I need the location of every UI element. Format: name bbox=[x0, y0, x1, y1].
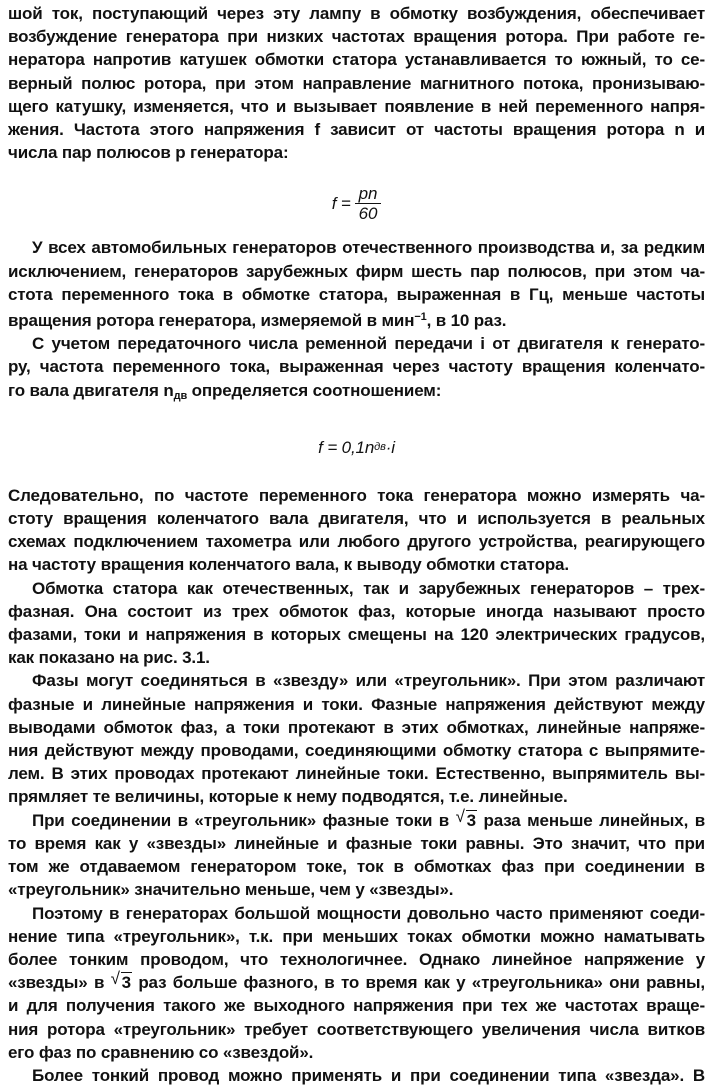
text-line: ния ротора «треугольник» требует соответствующего увеличения числа витков bbox=[8, 1019, 705, 1039]
fraction bbox=[355, 184, 382, 223]
text-line: Обмотка статора как отечественных, так и зарубежных генераторов – трех- bbox=[32, 578, 705, 598]
text-line: верный полюс ротора, при этом направление магнитного потока, пронизываю- bbox=[8, 73, 705, 93]
formula-lhs: f = bbox=[331, 193, 351, 213]
text-line: ния действуют между проводами, соединяющими обмотку статора с выпрямите- bbox=[8, 741, 705, 761]
text-line: «звезды» в √ 3 раз больше фазного, в то время как у «треугольника» они равны, bbox=[8, 971, 705, 994]
formula-lhs: f = 0,1n bbox=[318, 438, 375, 458]
fraction-numerator: pn bbox=[355, 184, 382, 204]
sqrt-symbol: √ 3 bbox=[110, 969, 131, 993]
text-line: его фаз по сравнению со «звездой». bbox=[8, 1042, 314, 1062]
text-line: исключением, генераторов зарубежных фирм шесть пар полюсов, при этом ча- bbox=[8, 261, 705, 281]
text-line: как показано на рис. 3.1. bbox=[8, 648, 210, 668]
text-line: Поэтому в генераторах большой мощности довольно часто применяют соеди- bbox=[32, 903, 705, 923]
superscript: −1 bbox=[414, 311, 427, 324]
sqrt-symbol: √ 3 bbox=[455, 806, 476, 830]
subscript: дв bbox=[173, 389, 188, 402]
text-line: то время как у «звезды» линейные и фазные токи равны. Это значит, что при bbox=[8, 833, 705, 853]
text-line: прямляет те величины, которые к нему подводятся, т.е. линейные. bbox=[8, 787, 568, 807]
text-line: ру, частота переменного тока, выраженная через частоту вращения коленчато- bbox=[8, 357, 705, 377]
text-line: на частоту вращения коленчатого вала, к выводу обмотки статора. bbox=[8, 555, 569, 575]
formula-rhs: ·i bbox=[385, 438, 395, 458]
text-line: возбуждение генератора при низких частотах вращения ротора. При работе ге- bbox=[8, 27, 705, 47]
formula-engine-frequency bbox=[8, 422, 705, 474]
text-line: При соединении в «треугольник» фазные токи в √ 3 раза меньше линейных, в bbox=[8, 809, 705, 832]
text-line: выводами обмоток фаз, а токи протекают в этих обмотках, линейные напряже- bbox=[8, 717, 705, 737]
text-line: более тонким проводом, что технологичнее. Однако линейное напряжение у bbox=[8, 949, 705, 969]
text-line: У всех автомобильных генераторов отечественного производства и, за редким bbox=[32, 238, 705, 258]
text-line: и для получения такого же выходного напряжения при тех же частотах враще- bbox=[8, 996, 705, 1016]
text-line: го вала двигателя $n_{дв}$ определяется соотношением: bbox=[8, 380, 442, 402]
text-line: числа пар полюсов p генератора: bbox=[8, 143, 289, 163]
text-line: стота переменного тока в обмотке статора, выраженная в Гц, меньше частоты bbox=[8, 284, 705, 304]
text-line: том же отдаваемом генератором токе, ток в обмотках фаз при соединении в bbox=[8, 857, 705, 877]
subscript: дв bbox=[374, 441, 386, 454]
text-line: нератора напротив катушек обмотки статора устанавливается то южный, то се- bbox=[8, 50, 705, 70]
fraction-denominator: 60 bbox=[358, 203, 378, 223]
text-line: жения. Частота этого напряжения f зависит от частоты вращения ротора n и bbox=[8, 120, 705, 140]
text-line: схемах подключением тахометра или любого другого устройства, реагирующего bbox=[8, 532, 705, 552]
text-line: Следовательно, по частоте переменного тока генератора можно измерять ча- bbox=[8, 485, 705, 505]
text-line: фазами, токи и напряжения в которых смещены на 120 электрических градусов, bbox=[8, 625, 705, 645]
text-line: фазная. Она состоит из трех обмоток фаз, которые иногда называют просто bbox=[8, 601, 705, 621]
text-line: нение типа «треугольник», т.к. при меньших токах обмотки можно наматывать bbox=[8, 926, 705, 946]
formula-frequency bbox=[8, 170, 705, 236]
text-line: щего катушку, изменяется, что и вызывает появление в ней переменного напря- bbox=[8, 96, 705, 116]
text-line: стоту вращения коленчатого вала двигателя, что и используется в реальных bbox=[8, 509, 705, 529]
text-line: вращения ротора генератора, измеряемой в мин$^{-1}$, в 10 раз. bbox=[8, 311, 507, 331]
text-line: Фазы могут соединяться в «звезду» или «треугольник». При этом различают bbox=[32, 671, 705, 691]
text-line: фазные и линейные напряжения и токи. Фазные напряжения действуют между bbox=[8, 694, 705, 714]
text-line: шой ток, поступающий через эту лампу в обмотку возбуждения, обеспечивает bbox=[8, 4, 705, 23]
text-line: лем. В этих проводах протекают линейные токи. Естественно, выпрямитель вы- bbox=[8, 764, 705, 784]
text-line: «треугольник» значительно меньше, чем у «звезды». bbox=[8, 880, 454, 900]
text-line: Более тонкий провод можно применять и при соединении типа «звезда». В bbox=[32, 1065, 705, 1085]
text-line: С учетом передаточного числа ременной передачи i от двигателя к генерато- bbox=[32, 334, 705, 354]
